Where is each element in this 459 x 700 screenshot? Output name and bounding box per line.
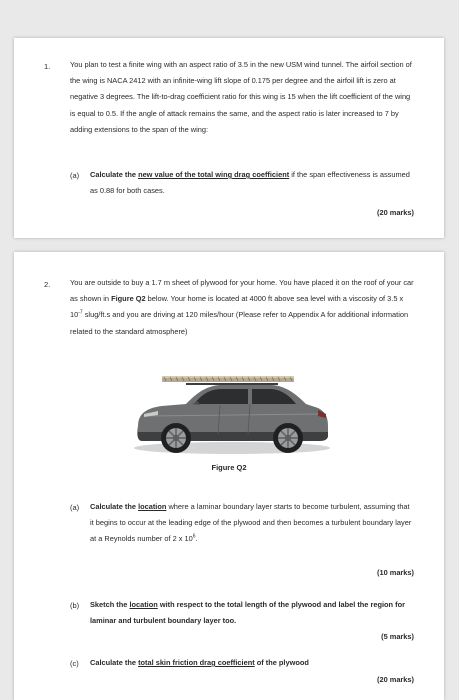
- q2b-marks: (5 marks): [381, 632, 414, 641]
- q2a-pre: Calculate the: [90, 502, 139, 511]
- car-with-plywood-image: [124, 356, 336, 464]
- question-1-number: 1.: [44, 62, 51, 71]
- question-2-card: [14, 252, 444, 700]
- q2b-emphasis: location: [129, 600, 158, 609]
- q1a-marks: (20 marks): [377, 208, 414, 217]
- q2b-pre: Sketch the: [90, 600, 130, 609]
- q2a-marks: (10 marks): [377, 568, 414, 577]
- q2-viscosity-exponent: -7: [78, 309, 83, 316]
- front-wheel: [161, 423, 191, 453]
- question-2-text: [70, 275, 415, 340]
- figure-caption: Figure Q2: [211, 463, 247, 472]
- q2c-emphasis: total skin friction drag coefficient: [138, 658, 255, 667]
- q2a-post: where a laminar boundary layer starts to become turbulent, assuming that it begins to occur at the leading edge of the plywood and then becomes a turbulent boundary layer at a Reynolds number of 2 x 10: [90, 502, 412, 543]
- q2c-marks: (20 marks): [377, 675, 414, 684]
- q2-figure-ref: Figure Q2: [111, 294, 146, 304]
- q2a-end: .: [195, 534, 198, 543]
- q2-text-post: slug/ft.s and you are driving at 120 miles/hour (Please refer to Appendix A for additional information related to the standard atmosphere): [70, 310, 409, 336]
- q2a-text: [90, 499, 415, 547]
- q2c-pre: Calculate the: [90, 658, 139, 667]
- q2c-label: (c): [70, 659, 79, 668]
- q2a-emphasis: location: [138, 502, 167, 511]
- q1a-emphasis: new value of the total wing drag coefficient: [138, 170, 290, 179]
- q2b-post: with respect to the total length of the plywood and label the region for laminar and turbulent boundary layer too.: [90, 600, 405, 625]
- q2a-exponent: 6: [192, 533, 196, 540]
- q1a-pre: Calculate the: [90, 170, 139, 179]
- q2-text-mid: below. Your home is located at 4000 ft above sea level with a viscosity of 3.5 x 10: [70, 294, 404, 320]
- question-2-number: 2.: [44, 280, 51, 289]
- question-1-card: [14, 38, 444, 238]
- question-1-text: You plan to test a finite wing with an aspect ratio of 3.5 in the new USM wind tunnel. The airfoil section of the wing is NACA 2412 with an infinite-wing lift slope of 0.175 per degree and the airfoil lift is zero at negative 3 degrees. The lift-to-drag coefficient ratio for this wing is 15 when the lift coefficient of the wing is equal to 0.5. If the angle of attack remains the same, and the aspect ratio is later increased to 7 by adding extensions to the span of the wing:: [70, 60, 412, 134]
- q2-text-pre: You are outside to buy a 1.7 m sheet of plywood for your home. You have placed it on the roof of your car as shown in: [70, 278, 414, 304]
- q1a-text: [90, 167, 415, 199]
- q2c-post: of the plywood: [254, 658, 309, 667]
- rear-wheel: [273, 423, 303, 453]
- q1a-label: (a): [70, 171, 80, 180]
- q2b-label: (b): [70, 601, 80, 610]
- q2c-text: [90, 655, 415, 671]
- plywood-sheet: [162, 376, 294, 382]
- q2b-text: [90, 597, 415, 629]
- q1a-post: if the span effectiveness is assumed as 0.88 for both cases.: [90, 170, 410, 195]
- q2a-label: (a): [70, 503, 80, 512]
